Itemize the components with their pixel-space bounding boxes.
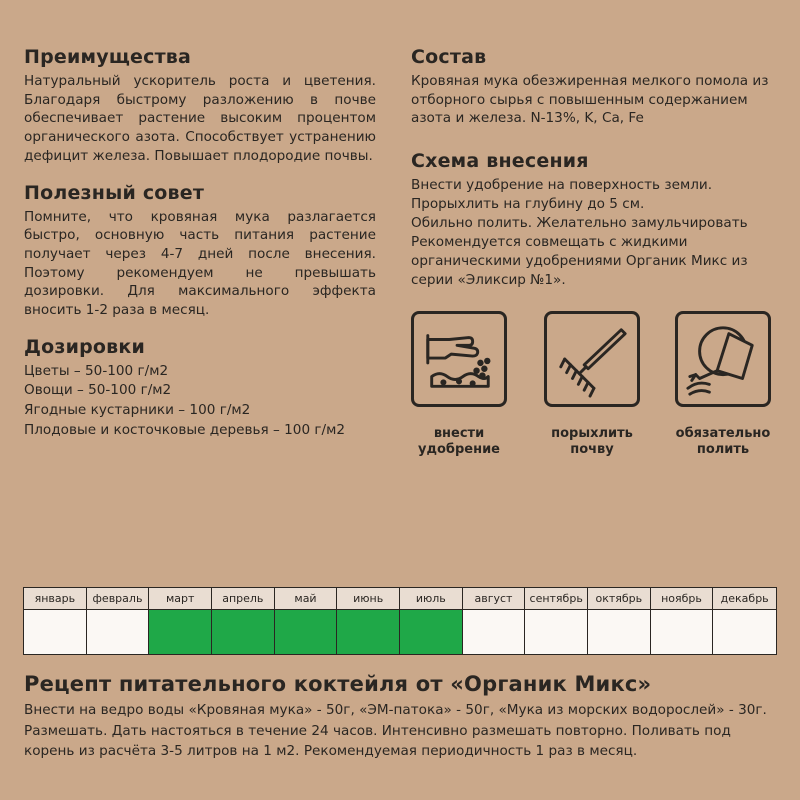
doses-title: Дозировки — [24, 335, 146, 358]
scheme-line: Рекомендуется совмещать с жидкими органическими удобрениями Органик Микс из серии «Эликсир №1». — [411, 234, 748, 289]
dose-line: Цветы – 50-100 г/м2 — [24, 362, 169, 379]
step-label-line: почву — [570, 442, 614, 457]
month-header: декабрь — [713, 588, 776, 610]
month-cell — [525, 610, 588, 654]
advice-title: Полезный совет — [24, 181, 205, 204]
month-header: апрель — [212, 588, 275, 610]
month-cell-active — [149, 610, 212, 654]
right-column — [411, 44, 771, 290]
step-label-line: порыхлить — [551, 426, 633, 441]
month-header: март — [149, 588, 212, 610]
month-header: июнь — [337, 588, 400, 610]
dose-line: Ягодные кустарники – 100 г/м2 — [24, 402, 251, 419]
scheme-list — [411, 176, 771, 290]
step-label-water — [658, 426, 788, 458]
step-label-fertilize — [394, 426, 524, 458]
month-cell — [588, 610, 651, 654]
scheme-line: Обильно полить. Желательно замульчировать — [411, 215, 748, 232]
month-header: июль — [400, 588, 463, 610]
month-header: январь — [24, 588, 87, 610]
month-cell-active — [275, 610, 338, 654]
recipe-text: Внести на ведро воды «Кровяная мука» - 50г, «ЭМ-патока» - 50г, «Мука из морских водорослей» - 30г. Размешать. Дать настояться в течение 24 часов. Интенсивно размешать повторно. Поливать под корень из расчёта 3-5 литров на 1 м2. Рекомендуемая периодичность 1 раз в месяц. — [24, 702, 767, 759]
hand-sprinkling-fertilizer-icon — [411, 311, 507, 407]
composition-text: Кровяная мука обезжиренная мелкого помола из отборного сырья с повышенным содержанием азота и железа. N-13%, K, Ca, Fe — [411, 73, 769, 127]
advantages-text: Натуральный ускоритель роста и цветения. Благодаря быстрому разложению в почве обеспечивает растение высоким процентом органического азота. Способствует устранению дефицит железа. Повышает плодородие почвы. — [24, 73, 376, 164]
scheme-line: Прорыхлить на глубину до 5 см. — [411, 196, 645, 213]
scheme-title: Схема внесения — [411, 150, 589, 173]
rake-icon — [544, 311, 640, 407]
month-header: ноябрь — [651, 588, 714, 610]
step-label-rake — [527, 426, 657, 458]
month-cell — [713, 610, 776, 654]
month-header: сентябрь — [525, 588, 588, 610]
recipe-section — [24, 670, 776, 762]
step-label-line: обязательно — [675, 426, 771, 441]
month-cell — [651, 610, 714, 654]
doses-list — [24, 362, 376, 441]
month-header: октябрь — [588, 588, 651, 610]
month-cell — [463, 610, 526, 654]
step-label-line: внести — [433, 426, 485, 441]
advantages-title: Преимущества — [24, 46, 192, 68]
month-cell-active — [400, 610, 463, 654]
scheme-line: Внести удобрение на поверхность земли. — [411, 177, 713, 194]
month-cell — [87, 610, 150, 654]
month-header: февраль — [87, 588, 150, 610]
month-cell-active — [212, 610, 275, 654]
left-column — [24, 44, 376, 441]
month-header: май — [275, 588, 338, 610]
month-cell — [24, 610, 87, 654]
month-header: август — [463, 588, 526, 610]
watering-can-icon — [675, 311, 771, 407]
dose-line: Овощи – 50-100 г/м2 — [24, 382, 172, 399]
step-label-line: полить — [696, 442, 750, 457]
advice-text: Помните, что кровяная мука разлагается быстро, основную часть питания растение получает через 4-7 дней после внесения. Поэтому рекомендуем не превышать дозировки. Для максимального эффекта вносить 1-2 раза в месяц. — [24, 208, 376, 319]
month-cell-active — [337, 610, 400, 654]
recipe-title: Рецепт питательного коктейля от «Органик Микс» — [24, 672, 652, 696]
application-calendar — [23, 587, 777, 655]
composition-title: Состав — [411, 46, 487, 68]
step-label-line: удобрение — [417, 442, 500, 457]
dose-line: Плодовые и косточковые деревья – 100 г/м2 — [24, 421, 346, 438]
